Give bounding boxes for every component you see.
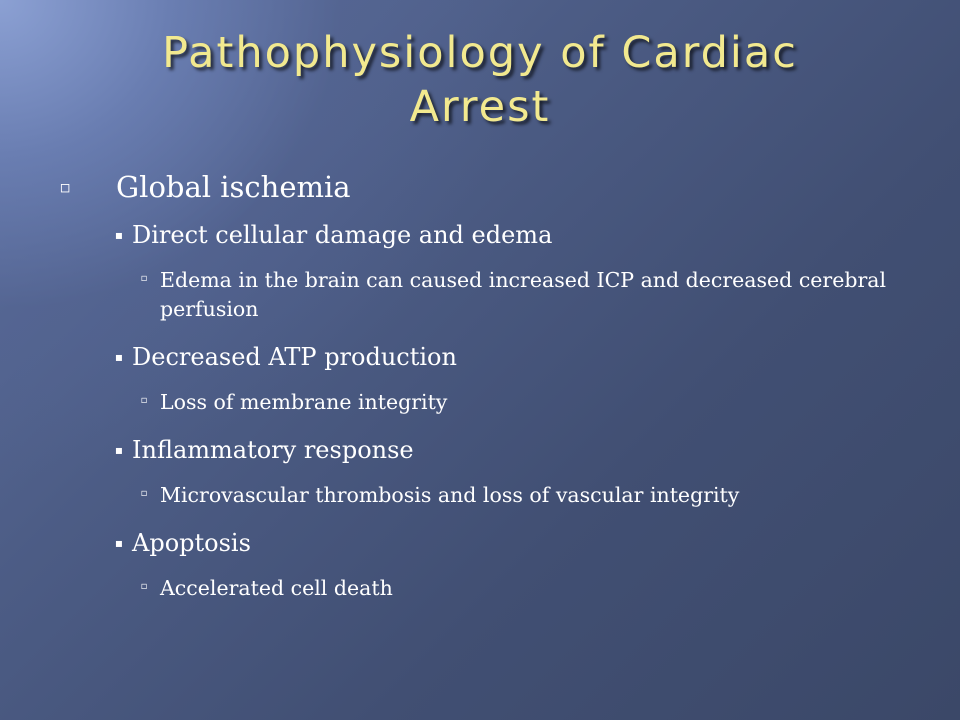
hollow-square-bullet-icon: ▫ xyxy=(140,488,148,499)
list-item-text: Apoptosis xyxy=(132,529,251,557)
list-item-text: Decreased ATP production xyxy=(132,343,457,371)
list-item xyxy=(136,574,920,603)
list-item-text: Edema in the brain can caused increased ICP and decreased cerebral perfusion xyxy=(160,268,887,321)
list-item xyxy=(50,170,920,204)
list-item-text: Loss of membrane integrity xyxy=(160,390,448,414)
title-line-2: Arrest xyxy=(409,82,551,132)
list-item-text: Accelerated cell death xyxy=(160,576,393,600)
list-item xyxy=(110,220,920,250)
small-square-bullet-icon: ▪ xyxy=(114,350,124,364)
small-square-bullet-icon: ▪ xyxy=(114,443,124,457)
small-square-bullet-icon: ▪ xyxy=(114,536,124,550)
square-bullet-icon: ◽ xyxy=(59,178,71,196)
hollow-square-bullet-icon: ▫ xyxy=(140,273,148,284)
list-item xyxy=(110,528,920,558)
bullet-list xyxy=(40,170,920,621)
list-item-text: Inflammatory response xyxy=(132,436,414,464)
small-square-bullet-icon: ▪ xyxy=(114,228,124,242)
list-item xyxy=(136,388,920,417)
list-item-text: Global ischemia xyxy=(116,170,351,204)
list-item xyxy=(136,481,920,510)
title-line-1: Pathophysiology of Cardiac xyxy=(162,28,798,78)
slide-title xyxy=(60,26,900,134)
list-item xyxy=(110,435,920,465)
hollow-square-bullet-icon: ▫ xyxy=(140,581,148,592)
hollow-square-bullet-icon: ▫ xyxy=(140,395,148,406)
list-item xyxy=(136,266,920,324)
list-item-text: Direct cellular damage and edema xyxy=(132,221,553,249)
list-item xyxy=(110,342,920,372)
list-item-text: Microvascular thrombosis and loss of vascular integrity xyxy=(160,483,740,507)
